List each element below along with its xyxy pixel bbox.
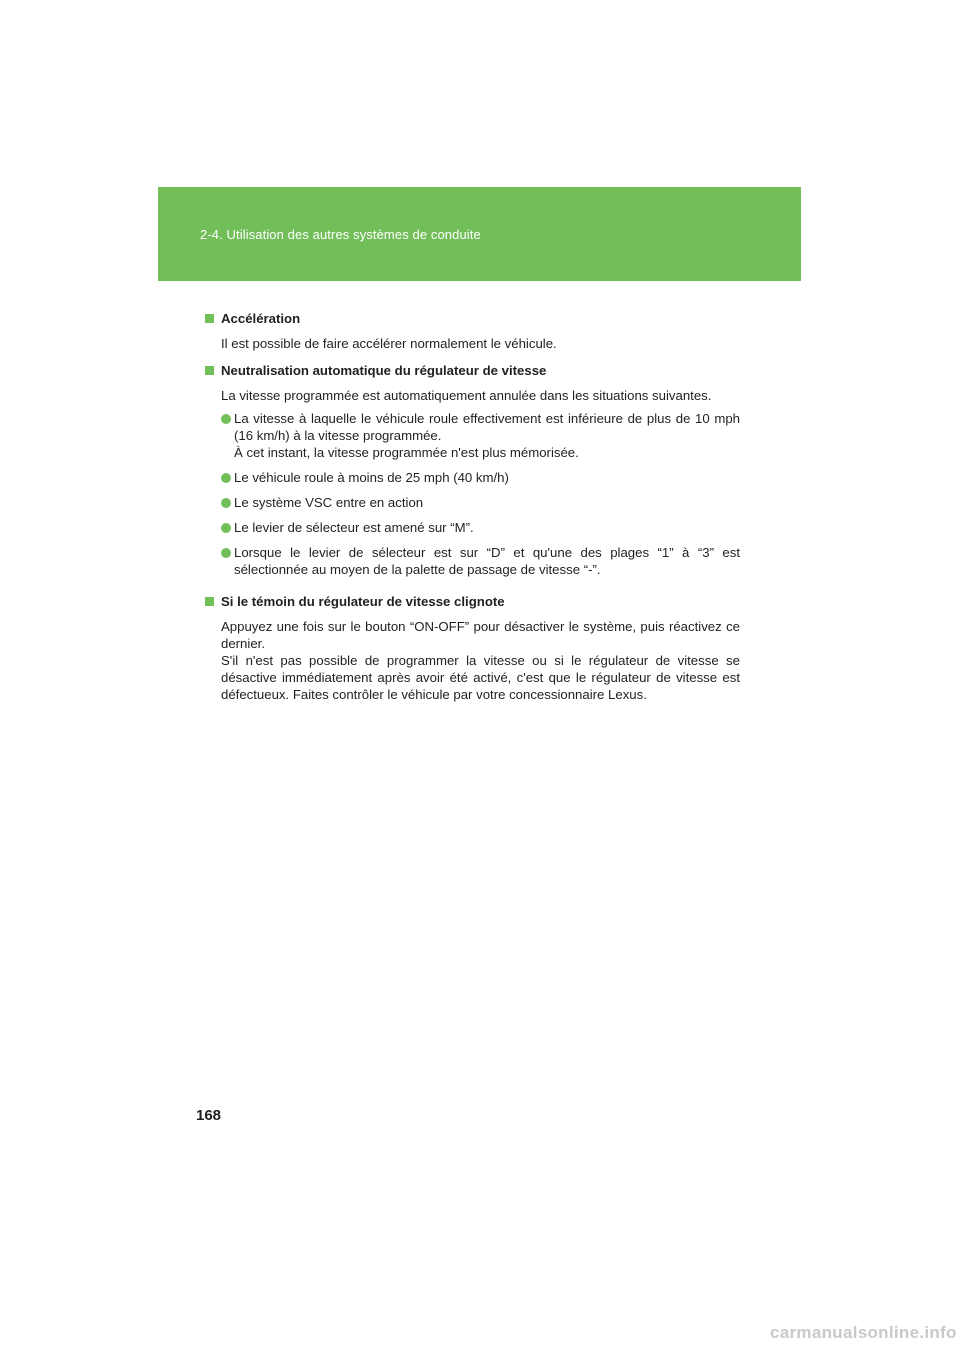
section-heading: Si le témoin du régulateur de vitesse clignote [221,592,740,612]
round-bullet-icon [221,473,231,483]
section-text: Il est possible de faire accélérer normalement le véhicule. [221,336,557,351]
round-bullet-icon [221,414,231,424]
chapter-header-band [158,187,801,281]
section-text: La vitesse programmée est automatiquement annulée dans les situations suivantes. [221,388,712,403]
list-item: Le système VSC entre en action [221,494,740,511]
chapter-title: 2-4. Utilisation des autres systèmes de conduite [200,227,481,242]
section-heading: Accélération [221,309,740,329]
list-item: La vitesse à laquelle le véhicule roule effectivement est inférieure de plus de 10 mph (16 km/h) à la vitesse programmée. À cet instant, la vitesse programmée n'est plus mémorisée. [221,410,740,461]
list-item: Le levier de sélecteur est amené sur “M”. [221,519,740,536]
condition-list [221,410,740,578]
section-acceleration [205,309,740,352]
section-text: Appuyez une fois sur le bouton “ON-OFF” pour désactiver le système, puis réactivez ce dernier. [221,619,740,651]
square-bullet-icon [205,366,214,375]
watermark-text: carmanualsonline.info [770,1323,957,1342]
round-bullet-icon [221,548,231,558]
square-bullet-icon [205,597,214,606]
round-bullet-icon [221,498,231,508]
section-indicator-flashing [205,592,740,703]
page-number: 168 [196,1107,222,1124]
page-content [205,309,740,703]
section-text: S'il n'est pas possible de programmer la vitesse ou si le régulateur de vitesse se désactive immédiatement après avoir été activé, c'est que le régulateur de vitesse est défectueux. Faites contrôler le véhicule par votre concessionnaire Lexus. [221,653,740,702]
list-item: Lorsque le levier de sélecteur est sur “D” et qu'une des plages “1” à “3” est sélectionnée au moyen de la palette de passage de vitesse “-”. [221,544,740,578]
list-item: Le véhicule roule à moins de 25 mph (40 km/h) [221,469,740,486]
square-bullet-icon [205,314,214,323]
section-heading: Neutralisation automatique du régulateur de vitesse [221,361,740,381]
round-bullet-icon [221,523,231,533]
section-auto-cancel [205,361,740,578]
